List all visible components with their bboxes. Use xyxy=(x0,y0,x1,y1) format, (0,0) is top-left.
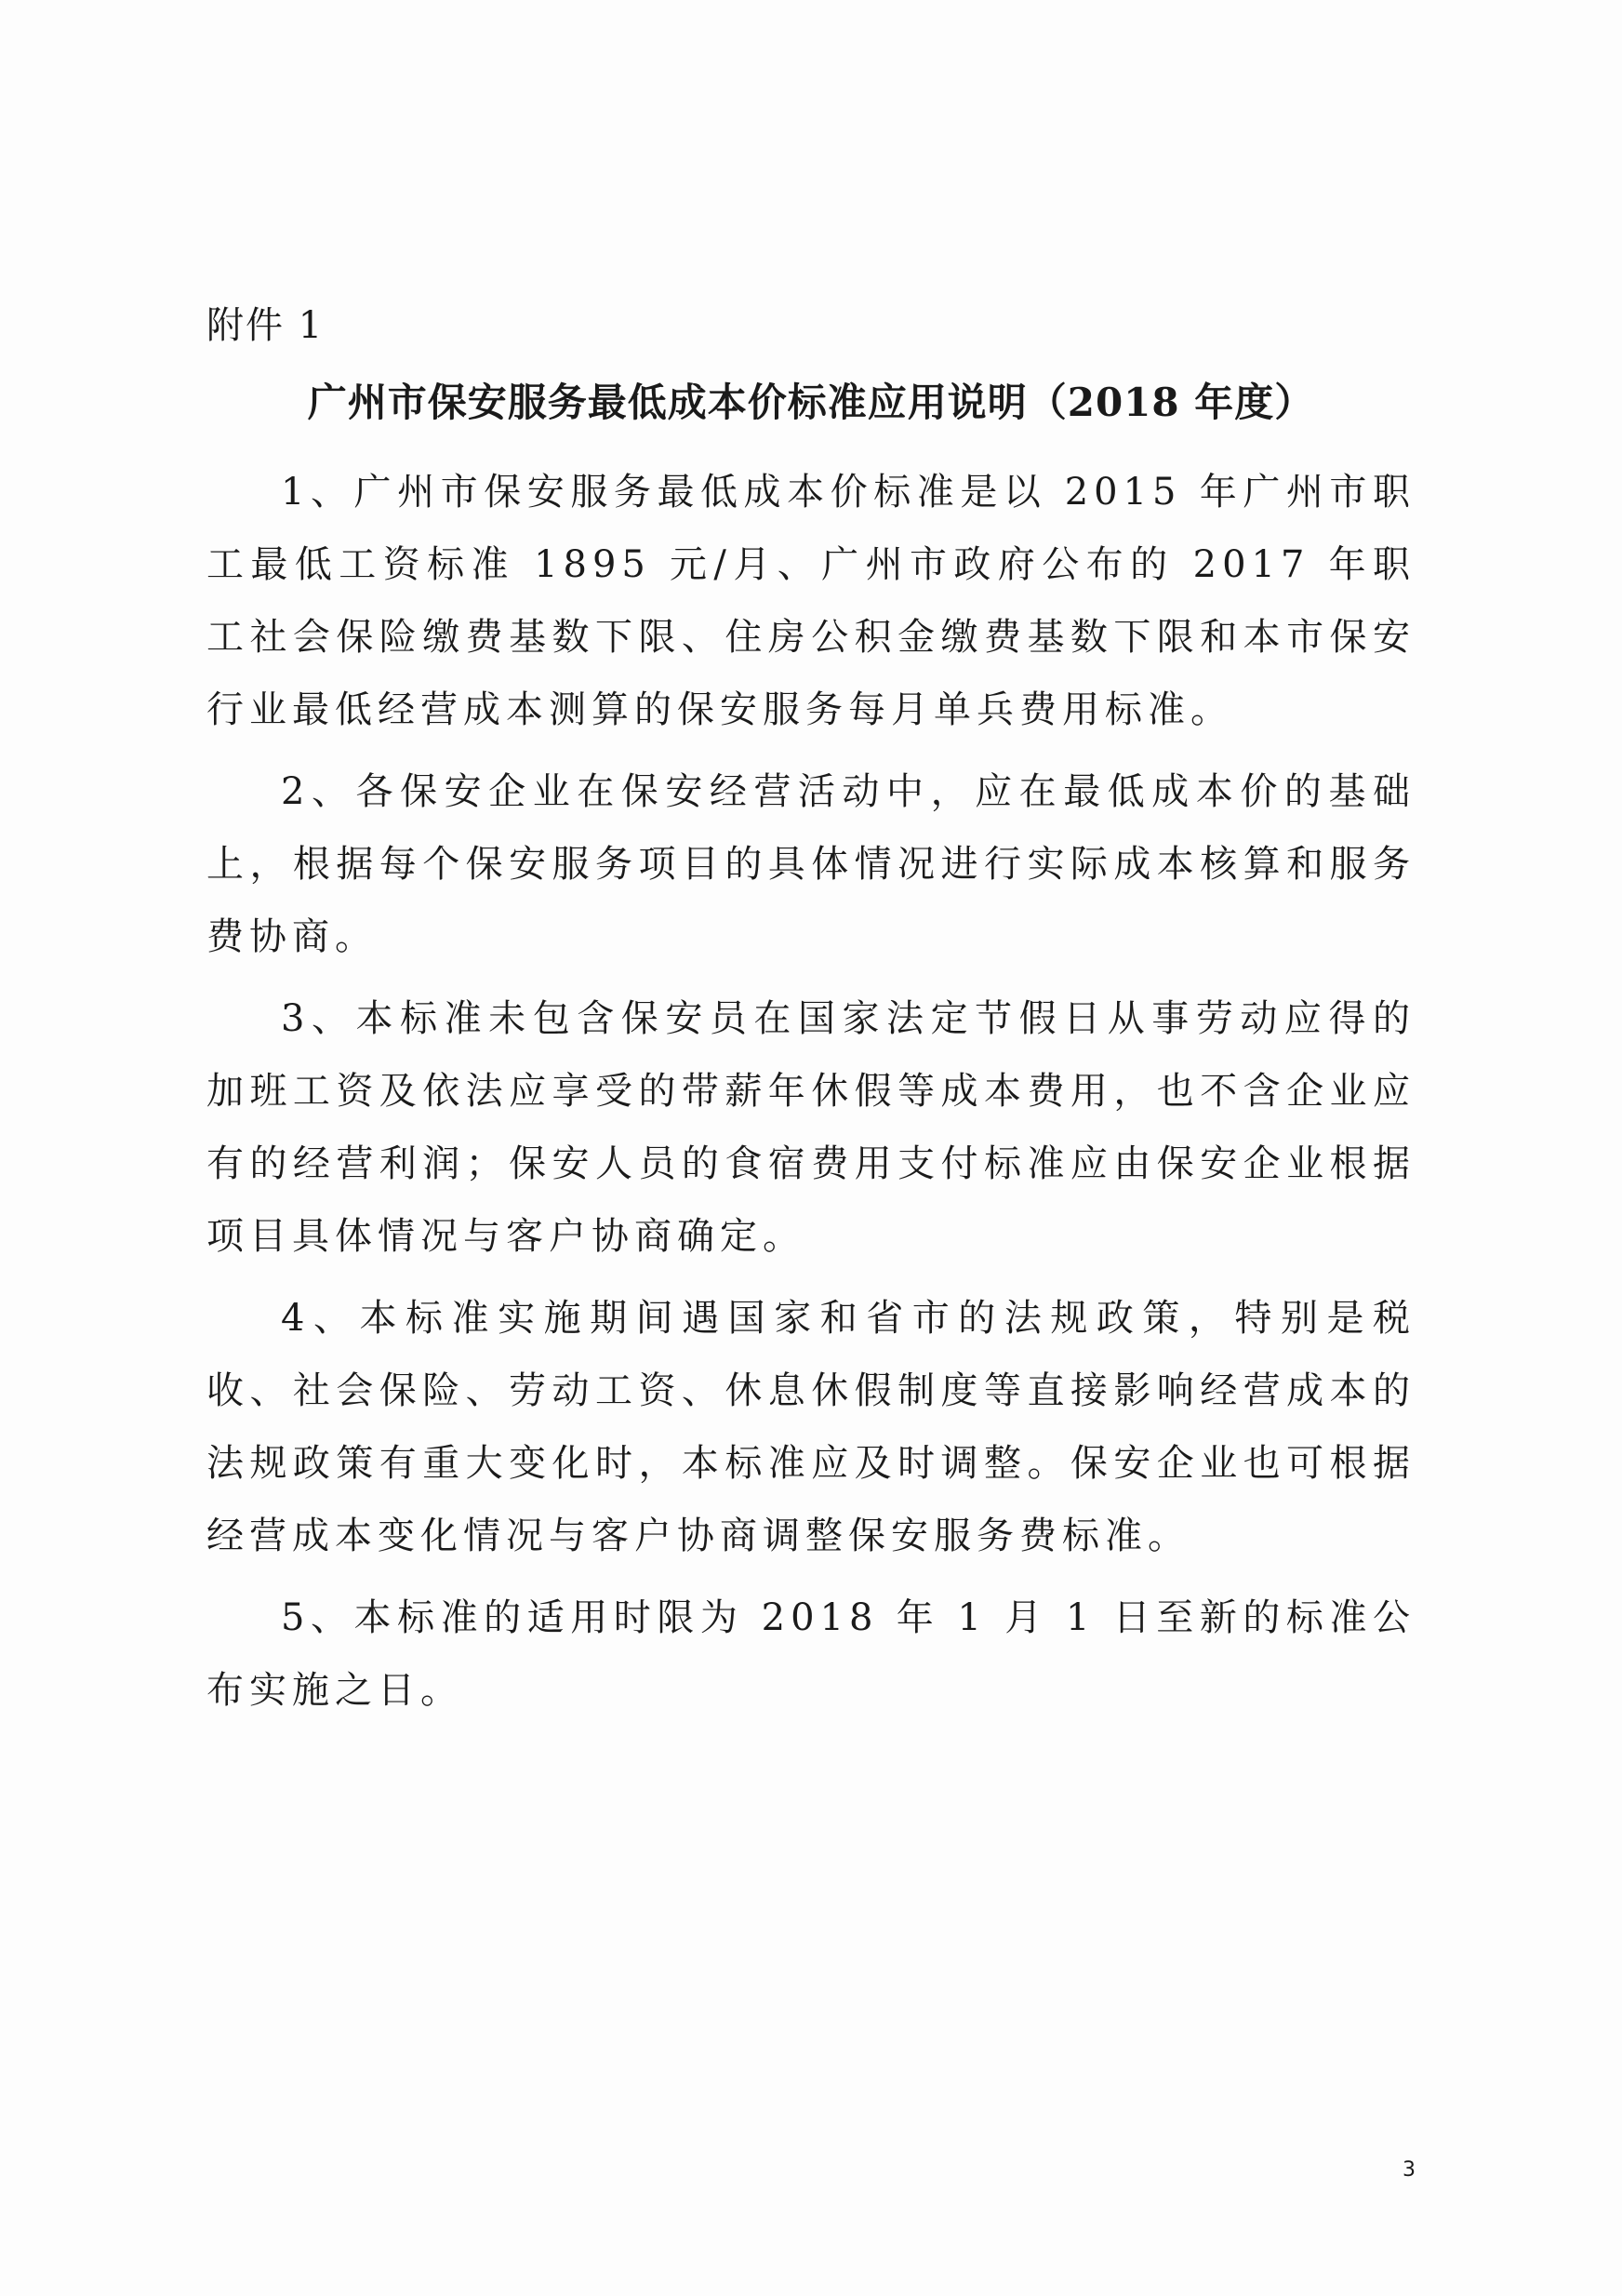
document-title: 广州市保安服务最低成本价标准应用说明（2018 年度） xyxy=(307,380,1315,425)
paragraph-5: 5、本标准的适用时限为 2018 年 1 月 1 日至新的标准公布实施之日。 xyxy=(206,1596,1416,1712)
paragraph-1: 1、广州市保安服务最低成本价标准是以 2015 年广州市职工最低工资标准 1895 元/月、广州市政府公布的 2017 年职工社会保险缴费基数下限、住房公积金缴费基数下限和本市保安行业最低经营成本测算的保安服务每月单兵费用标准。 xyxy=(206,471,1416,731)
document-body xyxy=(206,456,1416,1727)
paragraph-2: 2、各保安企业在保安经营活动中，应在最低成本价的基础上，根据每个保安服务项目的具体情况进行实际成本核算和服务费协商。 xyxy=(206,770,1416,958)
paragraph-3: 3、本标准未包含保安员在国家法定节假日从事劳动应得的加班工资及依法应享受的带薪年休假等成本费用，也不含企业应有的经营利润；保安人员的食宿费用支付标准应由保安企业根据项目具体情况与客户协商确定。 xyxy=(206,997,1416,1258)
paragraph-4: 4、本标准实施期间遇国家和省市的法规政策，特别是税收、社会保险、劳动工资、休息休假制度等直接影响经营成本的法规政策有重大变化时，本标准应及时调整。保安企业也可根据经营成本变化情况与客户协商调整保安服务费标准。 xyxy=(206,1297,1416,1557)
page-number: 3 xyxy=(1403,2158,1416,2182)
attachment-label: 附件 1 xyxy=(206,304,325,347)
